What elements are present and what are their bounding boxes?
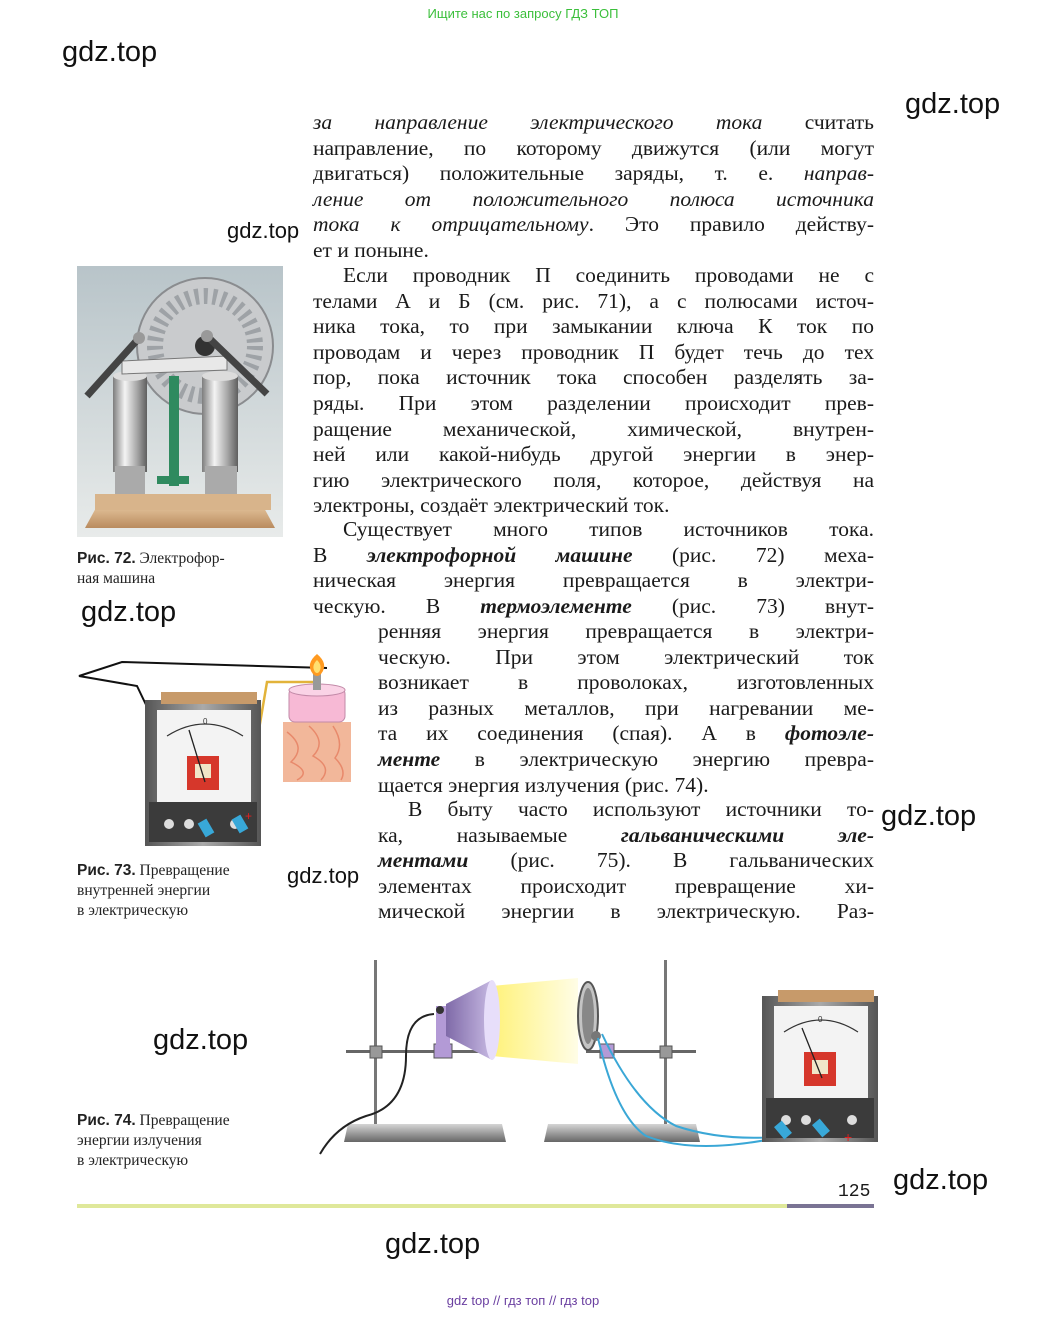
text-line: возникает в проволоках, изготовленных — [378, 670, 874, 695]
watermark: gdz.top — [385, 1228, 481, 1260]
text-line: В быту часто используют источники то- — [408, 797, 874, 821]
text-line: проводам и через проводник П будет течь до тех — [313, 339, 874, 364]
text-line: мической энергии в электрическую. Раз- — [378, 899, 874, 924]
watermark: gdz.top — [153, 1024, 249, 1056]
text: из разных металлов, при нагревании ме- — [378, 695, 874, 720]
text-line: ление от положительного полюса источника — [313, 186, 874, 211]
caption-text: Превращение — [135, 1112, 230, 1129]
caption-label: Рис. 72. — [77, 550, 136, 567]
watermark: gdz.top — [881, 800, 977, 832]
text: считать — [762, 110, 874, 134]
footer-link[interactable]: gdz top — [446, 1293, 490, 1308]
footer-divider-accent — [787, 1204, 874, 1208]
text-line: ет и поныне. — [313, 237, 429, 262]
svg-text:+: + — [844, 1129, 853, 1145]
text-italic: тока к отрицательному — [313, 212, 589, 237]
text: ка, называемые — [378, 822, 621, 847]
text-line: ренняя энергия превращается в электри- — [378, 619, 874, 643]
watermark: gdz.top — [905, 88, 1001, 120]
term-current-direction: за направление электрического тока — [313, 110, 763, 134]
caption-text: в электрическую — [77, 902, 189, 919]
figure-74-photoelement — [316, 956, 881, 1168]
watermark: gdz.top — [227, 218, 300, 243]
text-line: ническая энергия превращается в электри- — [313, 568, 874, 593]
term-photoelement-end: менте — [378, 746, 441, 771]
text-line: Если проводник П соединить проводами не с — [343, 263, 874, 287]
caption-fig73 — [77, 861, 292, 921]
footer-link[interactable]: гдз топ — [503, 1293, 546, 1308]
text-line: ряды. При этом разделении происходит прев- — [313, 390, 874, 415]
text-line: направление, по которому движутся (или могут — [313, 135, 874, 160]
caption-fig72 — [77, 549, 287, 589]
text-line: ника тока, то при замыкании ключа К ток по — [313, 314, 874, 339]
caption-text: в электрическую — [77, 1152, 189, 1169]
caption-text: Электрофор- — [135, 550, 225, 567]
term-galvanic-elements-end: ментами — [378, 848, 469, 873]
text-line: ращение механической, химической, внутрен- — [313, 416, 874, 441]
text-line: элементах происходит превращение хи- — [378, 873, 874, 898]
paragraph-source-types — [313, 517, 874, 619]
caption-fig74 — [77, 1111, 297, 1171]
svg-text:0: 0 — [203, 717, 208, 726]
caption-label: Рис. 73. — [77, 862, 136, 879]
paragraph-source-types-cont — [378, 619, 874, 798]
text-line: пор, пока источник тока способен разделять за- — [313, 365, 874, 390]
page-number: 125 — [838, 1182, 871, 1202]
term-photoelement: фотоэле- — [784, 721, 874, 746]
caption-text: Превращение — [135, 862, 230, 879]
text-line: щается энергия излучения (рис. 74). — [378, 772, 709, 797]
footer-links — [0, 1293, 1046, 1308]
watermark: gdz.top — [62, 36, 158, 68]
caption-text: внутренней энергии — [77, 882, 211, 899]
text: (рис. 75). В гальванических — [468, 848, 874, 873]
watermark: gdz.top — [287, 863, 360, 888]
text: та их соединения (спая). А в — [378, 721, 785, 746]
svg-text:0: 0 — [818, 1015, 823, 1024]
text: В — [313, 542, 367, 567]
watermark: gdz.top — [81, 596, 177, 628]
caption-label: Рис. 74. — [77, 1112, 136, 1129]
paragraph-galvanic — [378, 797, 874, 925]
text-line: ней или какой-нибудь другой энергии в энер- — [313, 442, 874, 467]
top-banner[interactable]: Ищите нас по запросу ГДЗ ТОП — [427, 6, 619, 21]
text-line: гию электрического поля, которое, действуя на — [313, 467, 874, 492]
text: (рис. 73) внут- — [631, 593, 874, 618]
footer-divider — [77, 1204, 787, 1208]
figure-73-thermoelement — [77, 652, 367, 850]
term-thermoelement: термоэлементе — [480, 593, 632, 618]
text: в электрическую энергию превра- — [440, 746, 874, 771]
caption-text: энергии излучения — [77, 1132, 202, 1149]
footer-separator: // — [493, 1293, 501, 1308]
watermark: gdz.top — [893, 1164, 989, 1196]
text: . Это правило действу- — [588, 212, 874, 237]
text-line: Существует много типов источников тока. — [343, 517, 874, 541]
term-electrophore-machine: электрофорной машине — [366, 542, 633, 567]
paragraph-current-source — [313, 263, 874, 519]
footer-separator: // — [548, 1293, 557, 1308]
term-galvanic-elements: гальваническими эле- — [620, 822, 874, 847]
paragraph-direction-of-current — [313, 110, 874, 264]
text: (рис. 72) меха- — [632, 542, 874, 567]
text-italic: направ- — [803, 161, 874, 186]
text-line: ческую. При этом электрический ток — [378, 644, 874, 669]
svg-text:+: + — [245, 809, 253, 823]
figure-72-electrophore-machine — [77, 266, 283, 537]
text: двигаться) положительные заряды, т. е. — [313, 161, 804, 186]
caption-text: ная машина — [77, 570, 156, 587]
footer-link[interactable]: гдз top — [559, 1293, 600, 1308]
text-line: электроны, создаёт электрический ток. — [313, 493, 670, 518]
text-line: телами А и Б (см. рис. 71), а с полюсами источ- — [313, 288, 874, 313]
text: ческую. В — [313, 593, 481, 618]
